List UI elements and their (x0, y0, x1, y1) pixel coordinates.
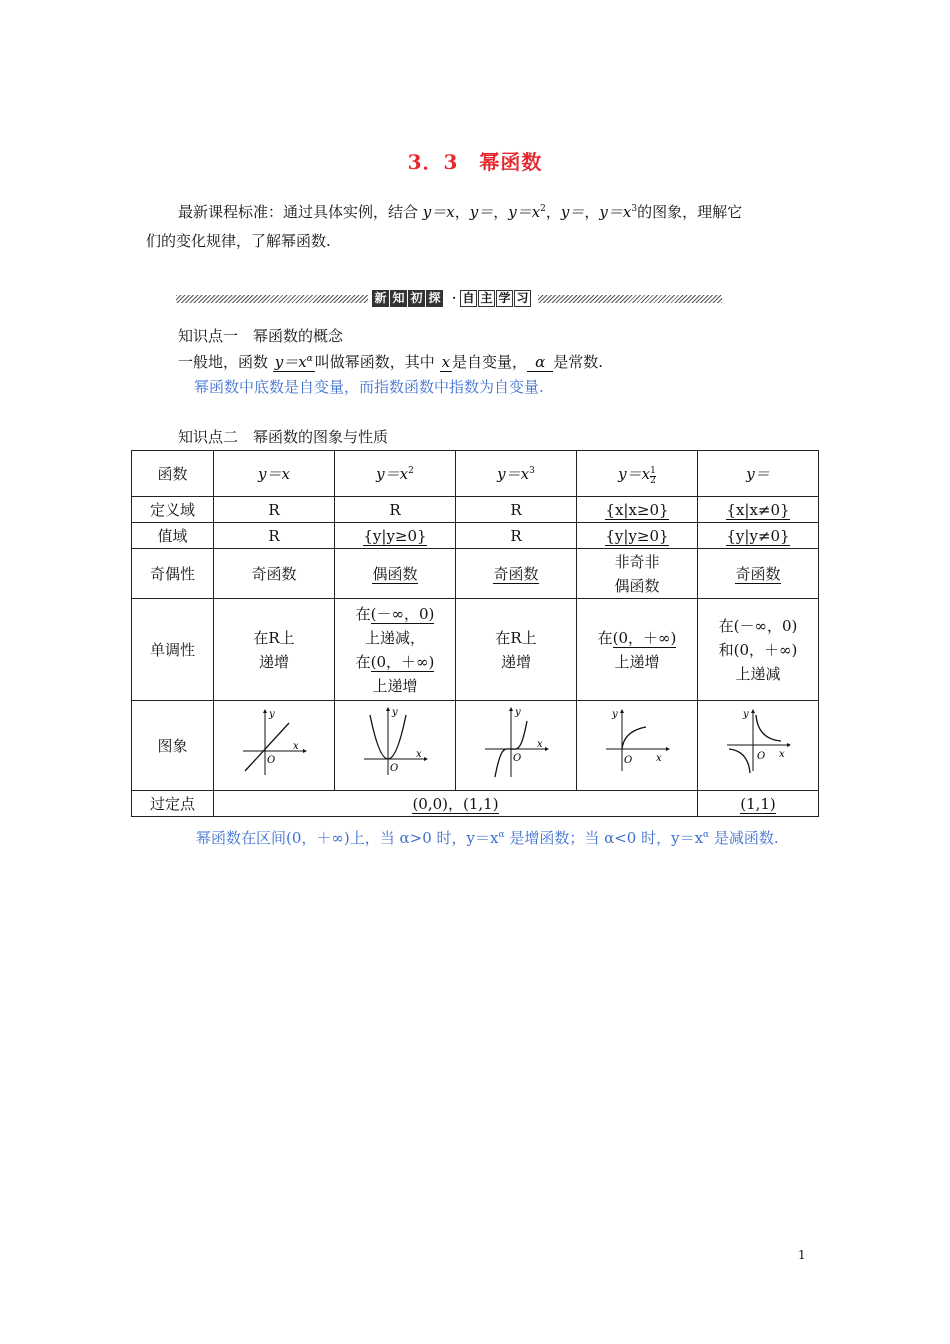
kp1-heading: 知识点一 幂函数的概念 (178, 327, 344, 345)
svg-text:x: x (656, 753, 662, 764)
svg-text:y: y (612, 709, 618, 720)
svg-text:x: x (416, 749, 422, 760)
table-row-header: 函数 y＝x $y=x^2$ $y=x^3$ y＝x $\frac{1}{2}$ y＝ (132, 451, 819, 497)
curriculum-standard: 最新课程标准：通过具体实例，结合 y＝x，y＝，$y=x^2$，y＝，$y=x^3$的图象，理解它 们的变化规律，了解幂函数. (146, 203, 743, 250)
banner-hatch-left (176, 295, 368, 303)
svg-text:O: O (267, 755, 276, 766)
svg-text:y: y (392, 707, 398, 718)
graph-reciprocal (723, 705, 793, 779)
table-row-fixed-points: 过定点 (0,0)，(1,1) (1,1) (132, 791, 819, 817)
svg-text:y: y (269, 709, 275, 720)
graph-linear (239, 705, 309, 779)
table-row-parity: 奇偶性 奇函数 偶函数 奇函数 非奇非 偶函数 奇函数 (132, 549, 819, 599)
monotonicity-note: 幂函数在区间(0，＋∞)上，当 α>0 时，$y=x^\alpha$ 是增函数；当 α<0 时，$y=x^\alpha$ 是减函数. (196, 829, 779, 847)
svg-text:O: O (757, 751, 766, 762)
page-title: 3．3 幂函数 (407, 150, 543, 174)
banner-label-self-study: 自 主 学 习 (460, 290, 532, 308)
banner-hatch-right (538, 295, 722, 303)
section-banner (176, 290, 722, 308)
svg-text:O: O (390, 763, 399, 774)
svg-text:O: O (513, 753, 522, 764)
graph-square (360, 705, 430, 779)
svg-text:x: x (537, 739, 543, 750)
svg-text:x: x (293, 741, 299, 752)
graph-cubic (481, 705, 551, 779)
table-row-range: 值域 R {y|y≥0} R {y|y≥0} {y|y≠0} (132, 523, 819, 549)
power-function-table (131, 450, 819, 817)
graph-sqrt (602, 705, 672, 779)
svg-text:x: x (779, 749, 785, 760)
svg-text:O: O (624, 755, 633, 766)
table-row-monotonicity: 单调性 在R上 递增 在(－∞，0) 上递减， 在(0，＋∞) 上递增 在R上 递增 在(0，＋∞) 上递增 在(－∞，0) 和(0，＋∞) 上递减 (132, 599, 819, 701)
banner-label-new-knowledge: 新 知 初 探 (372, 290, 444, 308)
kp1-tip: 幂函数中底数是自变量，而指数函数中指数为自变量. (194, 378, 544, 396)
kp2-heading: 知识点二 幂函数的图象与性质 (178, 428, 389, 446)
svg-text:y: y (743, 709, 749, 720)
banner-dot: · (452, 291, 457, 305)
svg-text:y: y (515, 707, 521, 718)
table-row-domain: 定义域 R R R {x|x≥0} {x|x≠0} (132, 497, 819, 523)
kp1-definition: 一般地，函数 $y=x^\alpha$ 叫做幂函数，其中 x 是自变量， α 是常数. (178, 353, 603, 371)
page-number: 1 (798, 1248, 806, 1262)
table-row-graph: 图象 y x O y x O y x O y x O y x O (132, 701, 819, 791)
